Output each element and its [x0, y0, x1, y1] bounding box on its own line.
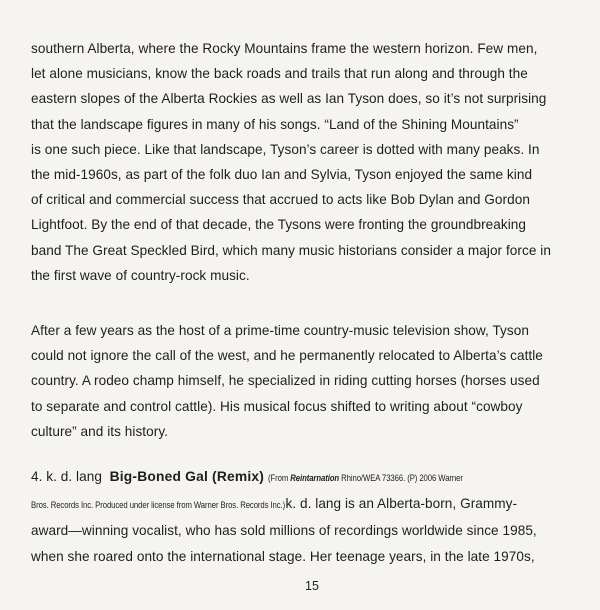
- credit-open: (From: [267, 473, 289, 483]
- track-description-start: k. d. lang is an Alberta-born, Grammy-: [285, 496, 518, 512]
- text-line: the first wave of country-rock music.: [31, 267, 250, 283]
- track-title: Big-Boned Gal (Remix): [109, 469, 265, 484]
- paragraph-tyson-relocation: [31, 318, 576, 444]
- text-line: is one such piece. Like that landscape, Tyson’s career is dotted with many peaks. In: [31, 141, 540, 157]
- text-line: eastern slopes of the Alberta Rockies as well as Ian Tyson does, so it’s not surprising: [31, 91, 547, 107]
- track-heading-line: [31, 464, 576, 491]
- track-credit-line: [31, 491, 576, 518]
- track-credit-cont: Bros. Records Inc. Produced under license from Warner Bros. Records Inc.): [31, 500, 286, 511]
- text-line: when she roared onto the international stage. Her teenage years, in the late 1970s,: [31, 548, 535, 564]
- text-line: the mid-1960s, as part of the folk duo Ian and Sylvia, Tyson enjoyed the same kind: [31, 167, 533, 183]
- track-artist: k. d. lang: [46, 469, 102, 484]
- text-line: country. A rodeo champ himself, he specialized in riding cutting horses (horses used: [31, 373, 540, 389]
- text-line: culture” and its history.: [31, 423, 168, 439]
- text-line: southern Alberta, where the Rocky Mountains frame the western horizon. Few men,: [31, 41, 538, 56]
- text-line: Lightfoot. By the end of that decade, the Tysons were fronting the groundbreaking: [31, 217, 527, 233]
- text-line: award—winning vocalist, who has sold millions of recordings worldwide since 1985,: [31, 523, 537, 539]
- text-line: After a few years as the host of a prime-time country-music television show, Tyson: [31, 323, 529, 338]
- text-line: of critical and commercial success that accrued to acts like Bob Dylan and Gordon: [31, 192, 530, 208]
- text-line: that the landscape figures in many of his songs. “Land of the Shining Mountains”: [31, 116, 519, 132]
- text-line: could not ignore the call of the west, and he permanently relocated to Alberta’s cattle: [31, 348, 543, 364]
- track-entry-kd-lang: [31, 464, 576, 569]
- track-credit: [268, 466, 463, 491]
- credit-rest: Rhino/WEA 73366. (P) 2006 Warner: [341, 473, 463, 483]
- page-number: 15: [305, 579, 319, 593]
- track-number: 4.: [31, 469, 43, 484]
- text-line: to separate and control cattle). His musical focus shifted to writing about “cowboy: [31, 398, 523, 414]
- text-line: band The Great Speckled Bird, which many music historians consider a major force in: [31, 242, 551, 258]
- text-line: let alone musicians, know the back roads and trails that run along and through the: [31, 66, 528, 82]
- paragraph-ian-tyson-career: [31, 36, 576, 288]
- credit-album: Reintarnation: [290, 473, 339, 483]
